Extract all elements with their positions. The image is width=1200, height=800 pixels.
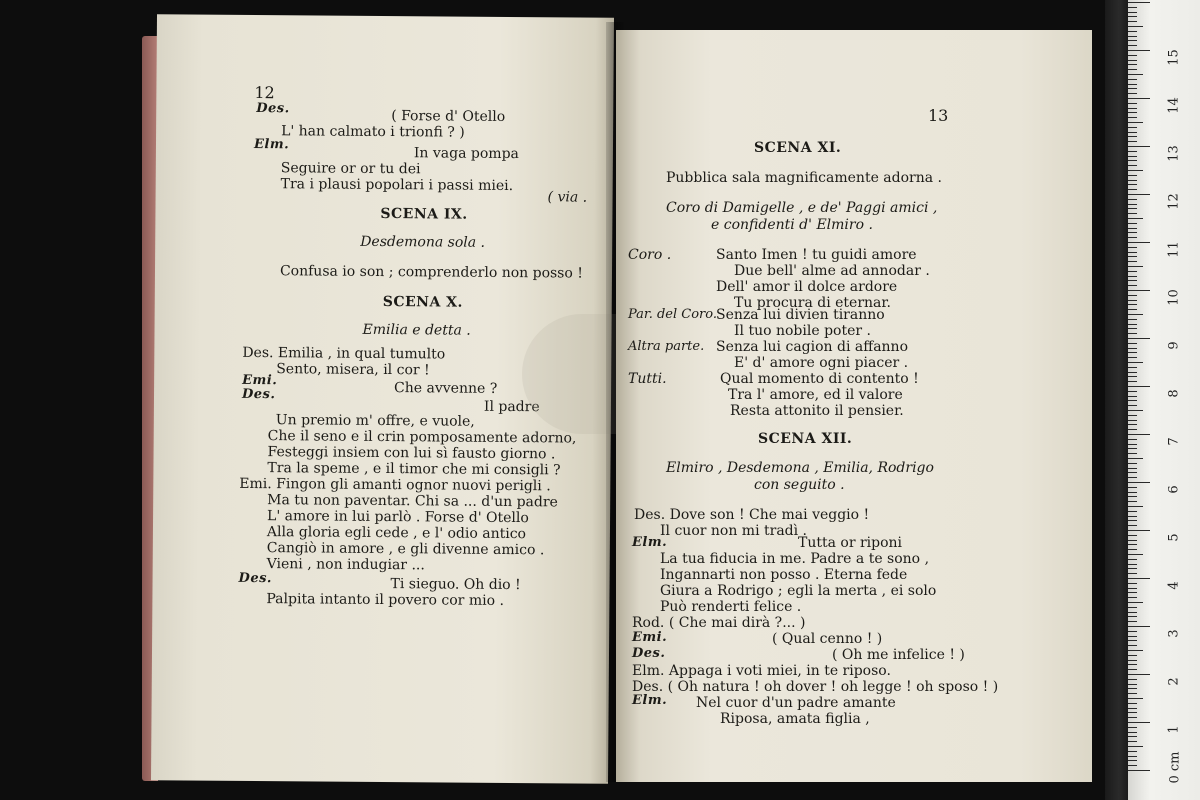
scene-heading: SCENA XII. — [758, 431, 853, 447]
ruler-tick — [1128, 415, 1137, 416]
scene-heading: SCENA IX. — [380, 205, 468, 223]
ruler-tick — [1128, 525, 1137, 526]
ruler-tick — [1128, 588, 1137, 589]
page-number-left: 12 — [254, 82, 275, 103]
ruler-tick — [1128, 247, 1137, 248]
ruler-tick — [1128, 448, 1137, 449]
ruler-tick — [1128, 170, 1143, 171]
ruler-number: 4 — [1166, 581, 1182, 590]
ruler-tick — [1128, 357, 1137, 358]
ruler-tick — [1128, 453, 1137, 454]
ruler-tick — [1128, 722, 1150, 723]
ruler-number: 9 — [1166, 341, 1182, 350]
ruler-tick — [1128, 7, 1137, 8]
ruler-tick — [1128, 732, 1137, 733]
text-line: Dell' amor il dolce ardore — [716, 279, 898, 295]
ruler-tick — [1128, 16, 1137, 17]
text-line: In vaga pompa — [413, 145, 519, 163]
ruler-tick — [1128, 712, 1137, 713]
ruler-tick — [1128, 741, 1137, 742]
ruler-tick — [1128, 520, 1137, 521]
ruler-tick — [1128, 612, 1137, 613]
ruler-tick — [1128, 232, 1137, 233]
ruler-tick — [1128, 381, 1137, 382]
ruler-tick — [1128, 304, 1137, 305]
ruler-tick — [1128, 199, 1137, 200]
ruler-tick — [1128, 765, 1137, 766]
text-line: Giura a Rodrigo ; egli la merta , ei solo — [660, 583, 937, 599]
ruler-tick — [1128, 2, 1150, 3]
ruler-tick — [1128, 26, 1143, 27]
ruler-tick — [1128, 213, 1137, 214]
text-line: Des. Dove son ! Che mai veggio ! — [634, 507, 870, 523]
ruler-tick — [1128, 583, 1137, 584]
text-line: Due bell' alme ad annodar . — [734, 263, 930, 279]
speaker-label: Altra parte. — [628, 339, 705, 354]
ruler-tick — [1128, 746, 1143, 747]
ruler-tick — [1128, 640, 1137, 641]
ruler-tick — [1128, 693, 1137, 694]
text-line: Emi. Fingon gli amanti ognor nuovi perigli . — [239, 475, 551, 495]
ruler-tick — [1128, 496, 1137, 497]
speaker-label: Elm. — [253, 136, 290, 153]
ruler-tick — [1128, 266, 1143, 267]
speaker-label: Emi. — [632, 630, 668, 645]
scene-description: Emilia e detta . — [362, 321, 471, 339]
ruler-tick — [1128, 400, 1137, 401]
ruler-tick — [1128, 93, 1137, 94]
stage-direction: ( via . — [547, 189, 588, 206]
ruler-tick — [1128, 348, 1137, 349]
ruler-tick — [1128, 156, 1137, 157]
ruler-tick — [1128, 208, 1137, 209]
ruler-number: 8 — [1166, 389, 1182, 398]
ruler-tick — [1128, 511, 1137, 512]
ruler-number: 14 — [1166, 97, 1182, 114]
ruler-tick — [1128, 472, 1137, 473]
ruler-tick — [1128, 468, 1137, 469]
ruler-tick — [1128, 621, 1137, 622]
ruler-tick — [1128, 79, 1137, 80]
scene-description: Pubblica sala magnificamente adorna . — [666, 170, 942, 186]
scene-description: Desdemona sola . — [360, 233, 486, 251]
scene-description: Elmiro , Desdemona , Emilia, Rodrigo — [666, 460, 934, 476]
ruler-tick — [1128, 319, 1137, 320]
ruler-tick — [1128, 40, 1137, 41]
ruler-number: 1 — [1166, 725, 1182, 734]
ruler-tick — [1128, 285, 1137, 286]
ruler-tick — [1128, 165, 1137, 166]
text-line: L' amore in lui parlò . Forse d' Otello — [267, 508, 529, 527]
text-line: Nel cuor d'un padre amante — [696, 695, 896, 711]
ruler-tick — [1128, 372, 1137, 373]
ruler-tick — [1128, 540, 1137, 541]
text-line: Il tuo nobile poter . — [734, 323, 871, 339]
ruler-number: 12 — [1166, 193, 1182, 210]
ruler-tick — [1128, 424, 1137, 425]
ruler-tick — [1128, 554, 1143, 555]
ruler-tick — [1128, 276, 1137, 277]
ruler-tick — [1128, 88, 1137, 89]
ruler-number: 7 — [1166, 437, 1182, 446]
text-line: Rod. ( Che mai dirà ?... ) — [632, 615, 806, 631]
page-number-right: 13 — [928, 106, 949, 125]
text-line: Vieni , non indugiar ... — [266, 556, 425, 574]
text-line: Santo Imen ! tu guidi amore — [716, 247, 917, 263]
ruler-tick — [1128, 141, 1137, 142]
ruler-tick — [1128, 122, 1143, 123]
scene-description: e confidenti d' Elmiro . — [711, 217, 873, 233]
text-line: Festeggi insiem con lui sì fausto giorno . — [267, 444, 556, 463]
ruler-tick — [1128, 204, 1137, 205]
text-line: Ingannarti non posso . Eterna fede — [660, 567, 908, 583]
text-line: La tua fiducia in me. Padre a te sono , — [660, 551, 930, 567]
text-line: Che il seno e il crin pomposamente adorno, — [267, 428, 577, 447]
scene-heading: SCENA X. — [382, 293, 464, 311]
ruler-tick — [1128, 698, 1143, 699]
text-line: Des. Emilia , in qual tumulto — [242, 344, 446, 363]
ruler-tick — [1128, 429, 1137, 430]
ruler-tick — [1128, 74, 1143, 75]
ruler-tick — [1128, 146, 1150, 147]
text-line: Tutta or riponi — [798, 535, 903, 551]
ruler-tick — [1128, 770, 1150, 771]
ruler-tick — [1128, 549, 1137, 550]
ruler-tick — [1128, 98, 1150, 99]
ruler-tick — [1128, 136, 1137, 137]
ruler-tick — [1128, 386, 1150, 387]
ruler-tick — [1128, 751, 1137, 752]
text-line: Che avvenne ? — [394, 380, 498, 397]
ruler-tick — [1128, 328, 1137, 329]
ruler-tick — [1128, 69, 1137, 70]
text-line: Senza lui divien tiranno — [716, 307, 885, 323]
text-line: ( Qual cenno ! ) — [772, 631, 883, 647]
ruler-tick — [1128, 516, 1137, 517]
text-line: Ti sieguo. Oh dio ! — [390, 576, 521, 594]
ruler-tick — [1128, 636, 1137, 637]
text-line: ( Forse d' Otello — [391, 108, 506, 125]
ruler-tick — [1128, 578, 1150, 579]
ruler-tick — [1128, 756, 1137, 757]
ruler-tick — [1128, 333, 1137, 334]
ruler-tick — [1128, 343, 1137, 344]
ruler-tick — [1128, 237, 1137, 238]
ruler-scale — [1128, 0, 1200, 800]
ruler-tick — [1128, 482, 1150, 483]
text-line: Tu procura di eternar. — [734, 295, 891, 311]
ruler-tick — [1128, 132, 1137, 133]
ruler-tick — [1128, 708, 1137, 709]
ruler-tick — [1128, 84, 1137, 85]
text-line: Il cuor non mi tradì . — [660, 523, 808, 539]
text-line: Confusa io son ; comprenderlo non posso ! — [279, 263, 583, 282]
text-line: Resta attonito il pensier. — [730, 403, 904, 419]
ruler-tick — [1128, 487, 1137, 488]
ruler-tick — [1128, 309, 1137, 310]
ruler-tick — [1128, 55, 1137, 56]
scene-description: con seguito . — [754, 477, 845, 493]
ruler-tick — [1128, 544, 1137, 545]
text-line: Riposa, amata figlia , — [720, 711, 870, 727]
speaker-label: Des. — [256, 100, 290, 117]
ruler-tick — [1128, 501, 1137, 502]
ruler-tick — [1128, 362, 1143, 363]
ruler-tick — [1128, 261, 1137, 262]
ruler-tick — [1128, 458, 1143, 459]
ruler-tick — [1128, 420, 1137, 421]
ruler-tick — [1128, 64, 1137, 65]
text-line: Seguire or or tu dei — [280, 160, 421, 178]
ruler-tick — [1128, 175, 1137, 176]
ruler-tick — [1128, 703, 1137, 704]
ruler-tick — [1128, 252, 1137, 253]
text-line: Cangiò in amore , e gli divenne amico . — [266, 540, 545, 559]
ruler-tick — [1128, 314, 1143, 315]
text-line: E' d' amore ogni piacer . — [734, 355, 909, 371]
text-line: Qual momento di contento ! — [720, 371, 919, 387]
ruler-tick — [1128, 684, 1137, 685]
text-line: Può renderti felice . — [660, 599, 802, 615]
ruler-tick — [1128, 160, 1137, 161]
ruler-tick — [1128, 184, 1137, 185]
ruler-tick — [1128, 376, 1137, 377]
ruler-tick — [1128, 405, 1137, 406]
ruler-tick — [1128, 367, 1137, 368]
text-line: Elm. Appaga i voti miei, in te riposo. — [632, 663, 891, 679]
ruler-number: 2 — [1166, 677, 1182, 686]
ruler-tick — [1128, 597, 1137, 598]
ruler-tick — [1128, 727, 1137, 728]
ruler-number: 3 — [1166, 629, 1182, 638]
text-line: Tra i plausi popolari i passi miei. — [280, 176, 514, 195]
ruler-tick — [1128, 760, 1137, 761]
ruler-tick — [1128, 242, 1150, 243]
ruler-tick — [1128, 45, 1137, 46]
ruler-tick — [1128, 688, 1137, 689]
ruler-tick — [1128, 559, 1137, 560]
text-line: Tra l' amore, ed il valore — [728, 387, 903, 403]
speaker-label: Des. — [632, 646, 666, 661]
ruler-tick — [1128, 568, 1137, 569]
ruler-tick — [1128, 410, 1143, 411]
ruler-tick — [1128, 492, 1137, 493]
speaker-label: Des. — [238, 570, 273, 587]
ruler-tick — [1128, 189, 1137, 190]
speaker-label: Par. del Coro. — [628, 307, 717, 322]
ruler-tick — [1128, 108, 1137, 109]
right-page — [616, 30, 1092, 782]
ruler-tick — [1128, 444, 1137, 445]
ruler-number: 15 — [1166, 49, 1182, 66]
ruler-tick — [1128, 463, 1137, 464]
ruler-tick — [1128, 223, 1137, 224]
ruler-tick — [1128, 434, 1150, 435]
ruler-tick — [1128, 50, 1150, 51]
ruler-tick — [1128, 717, 1137, 718]
ruler-number: 5 — [1166, 533, 1182, 542]
text-line: ( Oh me infelice ! ) — [832, 647, 965, 663]
ruler-tick — [1128, 602, 1143, 603]
text-line: Ma tu non paventar. Chi sa ... d'un padre — [267, 492, 558, 511]
text-line: Un premio m' offre, e vuole, — [275, 412, 475, 430]
scene-description: Coro di Damigelle , e de' Paggi amici , — [666, 200, 938, 216]
ruler-tick — [1128, 271, 1137, 272]
ruler-number: 6 — [1166, 485, 1182, 494]
ruler-tick — [1128, 506, 1143, 507]
speaker-label: Emi. — [242, 372, 278, 389]
text-line: Senza lui cagion di affanno — [716, 339, 909, 355]
text-line: Il padre — [483, 398, 540, 416]
text-line: Alla gloria egli cede , e l' odio antico — [266, 524, 527, 543]
text-line: Tra la speme , e il timor che mi consigli ? — [267, 460, 561, 479]
ruler-tick — [1128, 664, 1137, 665]
ruler-tick — [1128, 592, 1137, 593]
text-line: L' han calmato i trionfi ? ) — [281, 123, 465, 141]
ruler-tick — [1128, 439, 1137, 440]
scene-heading: SCENA XI. — [754, 140, 842, 156]
ruler-tick — [1128, 338, 1150, 339]
speaker-label: Coro . — [628, 247, 672, 263]
ruler-tick — [1128, 280, 1137, 281]
open-book — [142, 14, 1097, 784]
ruler-tick — [1128, 12, 1137, 13]
ruler-tick — [1128, 127, 1137, 128]
ruler-tick — [1128, 180, 1137, 181]
ruler-tick — [1128, 669, 1137, 670]
ruler-number: 10 — [1166, 289, 1182, 306]
ruler-tick — [1128, 117, 1137, 118]
text-line: Palpita intanto il povero cor mio . — [266, 591, 505, 609]
speaker-label: Elm. — [632, 693, 668, 708]
ruler-tick — [1128, 103, 1137, 104]
ruler-tick — [1128, 151, 1137, 152]
speaker-label: Tutti. — [628, 371, 667, 387]
ruler-tick — [1128, 564, 1137, 565]
ruler-tick — [1128, 352, 1137, 353]
ruler-tick — [1128, 655, 1137, 656]
ruler-tick — [1128, 477, 1137, 478]
ruler-tick — [1128, 391, 1137, 392]
ruler-tick — [1128, 626, 1150, 627]
ruler-tick — [1128, 218, 1143, 219]
ruler-tick — [1128, 295, 1137, 296]
ruler-tick — [1128, 194, 1150, 195]
ruler-tick — [1128, 645, 1137, 646]
ruler-tick — [1128, 112, 1137, 113]
ruler-tick — [1128, 31, 1137, 32]
ruler-tick — [1128, 60, 1137, 61]
ruler-tick — [1128, 256, 1137, 257]
ruler-tick — [1128, 679, 1137, 680]
ruler-tick — [1128, 674, 1150, 675]
ruler-tick — [1128, 300, 1137, 301]
ruler-tick — [1128, 650, 1143, 651]
ruler-tick — [1128, 530, 1150, 531]
ruler-tick — [1128, 36, 1137, 37]
ruler-tick — [1128, 607, 1137, 608]
measurement-ruler — [1128, 0, 1200, 800]
ruler-tick — [1128, 660, 1137, 661]
speaker-label: Elm. — [632, 535, 668, 550]
ruler-tick — [1128, 21, 1137, 22]
ruler-tick — [1128, 228, 1137, 229]
text-line: Des. ( Oh natura ! oh dover ! oh legge ! oh sposo ! ) — [632, 679, 999, 695]
ruler-number: 13 — [1166, 145, 1182, 162]
ruler-number: 11 — [1166, 241, 1182, 258]
text-line: Sento, misera, il cor ! — [276, 361, 430, 379]
ruler-tick — [1128, 535, 1137, 536]
ruler-tick — [1128, 616, 1137, 617]
ruler-tick — [1128, 396, 1137, 397]
ruler-tick — [1128, 324, 1137, 325]
ruler-tick — [1128, 573, 1137, 574]
ruler-tick — [1128, 631, 1137, 632]
speaker-label: Des. — [241, 386, 276, 403]
ruler-tick — [1128, 736, 1137, 737]
ruler-unit-label: 0 cm — [1167, 751, 1183, 784]
ruler-tick — [1128, 290, 1150, 291]
